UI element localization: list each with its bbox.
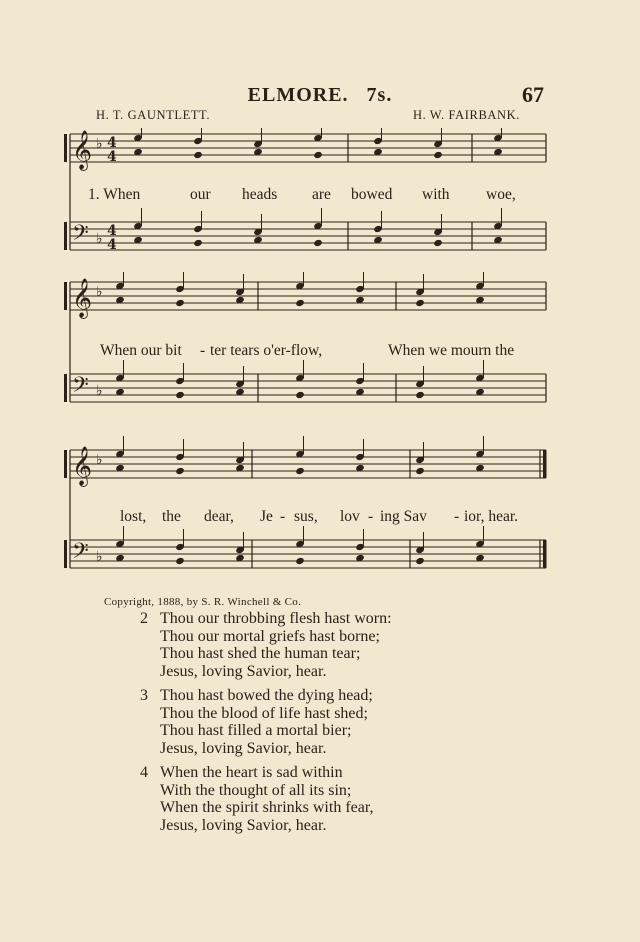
verse-line: With the thought of all its sin; [160, 781, 352, 799]
verse-line: Thou the blood of life hast shed; [160, 704, 368, 722]
music-system-2 [62, 272, 548, 422]
note-head [175, 557, 185, 565]
lyric-syllable: with [422, 186, 450, 203]
lyric-syllable: sus, [294, 508, 318, 525]
additional-verses [140, 610, 392, 841]
time-signature: 4 [107, 223, 117, 239]
verse-number: 4 [140, 764, 148, 781]
note-head [295, 299, 305, 307]
lyric-syllable: - [368, 508, 374, 525]
lyric-syllable: dear, [204, 508, 234, 525]
note-head [295, 391, 305, 399]
final-barline [543, 450, 547, 478]
note-head [415, 299, 425, 307]
note-head [193, 151, 203, 159]
verse-line [140, 764, 392, 782]
lyric-syllable: - [280, 508, 286, 525]
verse-2 [140, 610, 392, 680]
copyright-notice: Copyright, 1888, by S. R. Winchell & Co. [104, 596, 302, 608]
lyric-syllable: lov [340, 508, 360, 525]
composer-credit: H. T. GAUNTLETT. [96, 108, 211, 122]
lyric-syllable: ior, hear. [464, 508, 519, 525]
note-head [175, 467, 185, 475]
note-head [433, 151, 443, 159]
verse-4 [140, 764, 392, 834]
note-head [295, 557, 305, 565]
note-head [295, 467, 305, 475]
verse-text: Thou our throbbing flesh hast worn: [160, 610, 392, 627]
note-head [415, 557, 425, 565]
music-system-1 [62, 128, 548, 268]
time-signature: 4 [107, 237, 117, 253]
lyric-syllable: heads [242, 186, 278, 203]
note-head [313, 151, 323, 159]
lyric-syllable: Je [260, 508, 273, 525]
verse-line: Thou hast shed the human tear; [160, 645, 361, 662]
key-flat-icon: ♭ [96, 136, 103, 152]
lyric-syllable: our [190, 186, 211, 203]
lyric-syllable: - [454, 508, 460, 525]
staff-bracket [64, 540, 67, 568]
time-signature: 4 [107, 135, 117, 151]
bass-clef-icon: 𝄢 [72, 373, 89, 403]
lyric-syllable: the [162, 508, 181, 525]
staff-bracket [64, 450, 67, 478]
meter: 7s. [366, 84, 393, 106]
verse-line: Thou our mortal griefs hast borne; [160, 627, 380, 645]
tune-name: ELMORE. [247, 84, 349, 106]
verse-line: Thou hast filled a mortal bier; [160, 722, 352, 739]
lyric-syllable: When our bit [100, 342, 182, 359]
note-head [415, 467, 425, 475]
treble-clef-icon: 𝄞 [72, 446, 93, 486]
verse-line: Jesus, loving Savior, hear. [160, 662, 327, 680]
treble-clef-icon: 𝄞 [72, 278, 93, 318]
page-number: 67 [522, 82, 544, 107]
verse-number: 2 [140, 610, 148, 627]
key-flat-icon: ♭ [96, 452, 103, 468]
staff-bracket [64, 374, 67, 402]
staff-bracket [64, 222, 67, 250]
staff-bracket [64, 134, 67, 162]
key-flat-icon: ♭ [96, 284, 103, 300]
note-head [175, 299, 185, 307]
verse-line [140, 610, 392, 628]
verse-number: 3 [140, 687, 148, 704]
time-signature: 4 [107, 149, 117, 165]
lyric-syllable: ter tears o'er-flow, [210, 342, 323, 359]
music-system-3 [62, 436, 548, 586]
verse-text: Thou hast bowed the dying head; [160, 687, 373, 704]
note-head [193, 239, 203, 247]
hymn-title [0, 84, 640, 107]
lyric-syllable: bowed [351, 186, 393, 203]
staff-bracket [64, 282, 67, 310]
lyric-syllable: ing Sav [380, 508, 427, 525]
author-credit: H. W. FAIRBANK. [412, 108, 520, 122]
verse-3 [140, 687, 392, 757]
key-flat-icon: ♭ [96, 549, 103, 565]
bass-clef-icon: 𝄢 [72, 221, 89, 251]
note-head [433, 239, 443, 247]
verse-line: Jesus, loving Savior, hear. [160, 816, 327, 834]
bass-clef-icon: 𝄢 [72, 539, 89, 569]
key-flat-icon: ♭ [96, 231, 103, 247]
key-flat-icon: ♭ [96, 383, 103, 399]
note-head [175, 391, 185, 399]
final-barline [543, 540, 547, 568]
verse-line [140, 687, 392, 705]
verse-line: When the spirit shrinks with fear, [160, 799, 374, 816]
lyric-syllable: - [200, 342, 206, 359]
lyric-syllable: woe, [486, 186, 516, 203]
verse-text: When the heart is sad within [160, 764, 343, 781]
lyric-syllable: 1. When [88, 186, 141, 203]
note-head [415, 391, 425, 399]
lyric-syllable: lost, [120, 508, 147, 525]
lyric-syllable: are [312, 186, 331, 203]
verse-line: Jesus, loving Savior, hear. [160, 739, 327, 757]
note-head [313, 239, 323, 247]
lyric-syllable: When we mourn the [388, 342, 515, 359]
treble-clef-icon: 𝄞 [72, 130, 93, 170]
